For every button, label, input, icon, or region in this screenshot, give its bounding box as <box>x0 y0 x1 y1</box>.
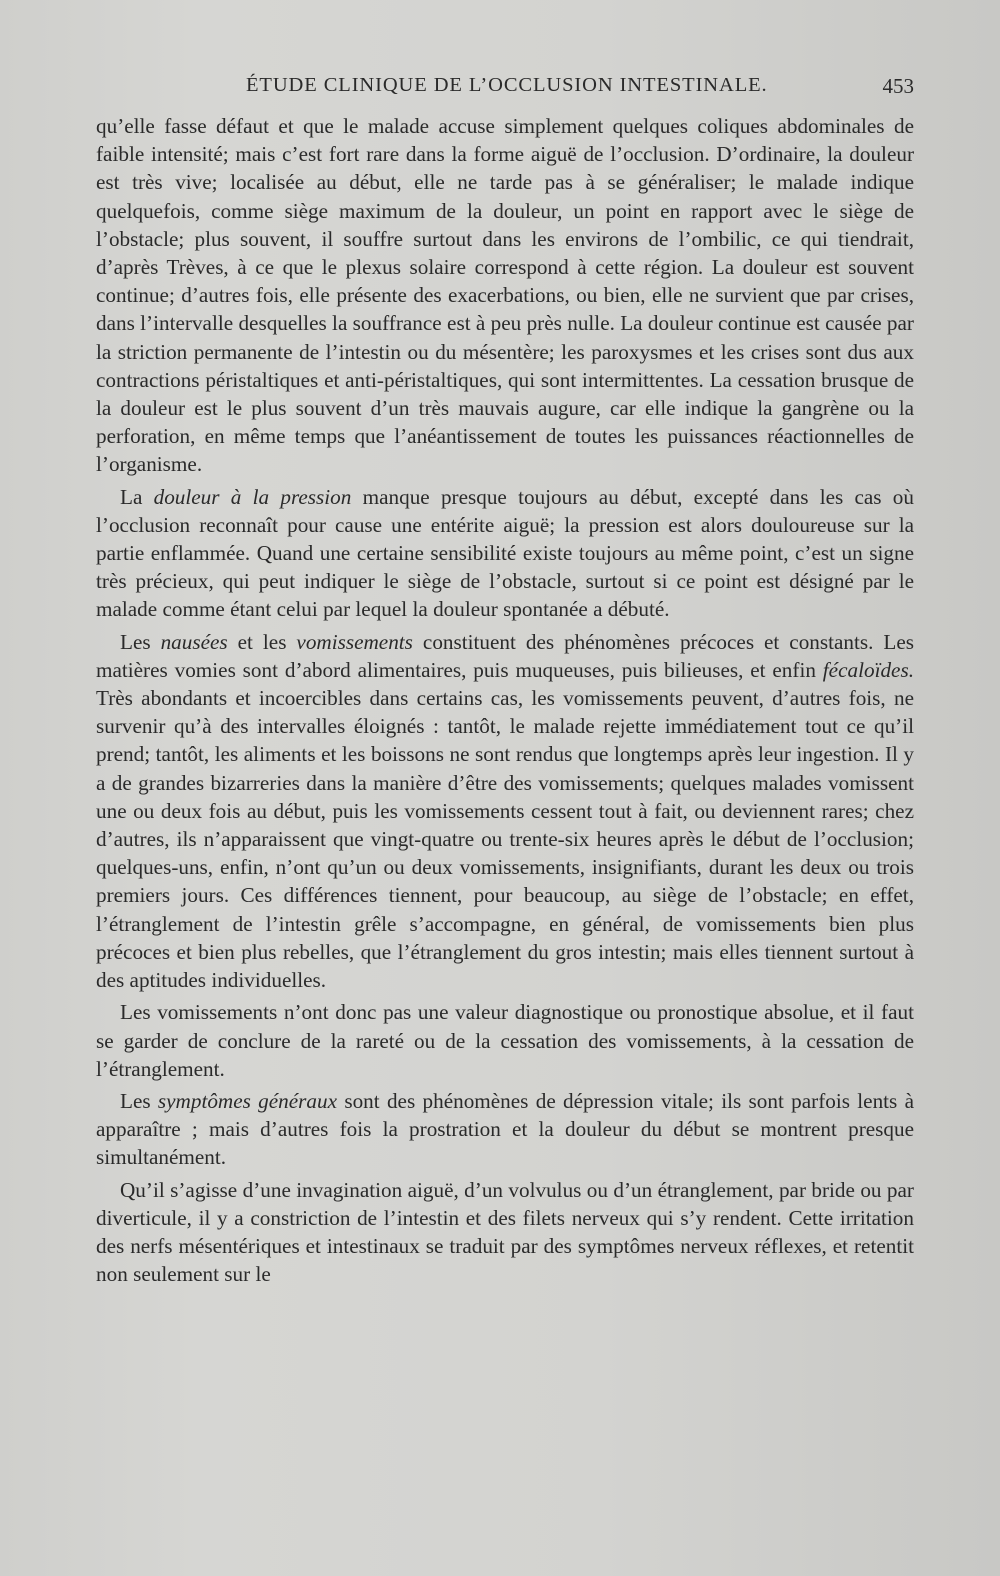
text-run: Très abondants et incoercibles dans certains cas, les vomissements peuvent, d’autres fois, ne survenir qu’à des intervalles éloignés : tantôt, le malade rejette immédiatement tout ce qu’il prend; tantôt, les aliments et les boissons ne sont rendus que longtemps après leur ingestion. Il y a de grandes bizarreries dans la manière d’être des vomissements; quelques malades vomissent une ou deux fois au début, puis les vomissements cessent tout à fait, ou deviennent rares; chez d’autres, ils n’apparaissent que vingt-quatre ou trente-six heures après le début de l’occlusion; quelques-uns, enfin, n’ont qu’un ou deux vomissements, insignifiants, durant les deux ou trois premiers jours. Ces différences tiennent, pour beaucoup, au siège de l’obstacle; en effet, l’étranglement de l’intestin grêle s’accompagne, en général, de vomissements bien plus précoces et bien plus rebelles, que l’étranglement du gros intestin; mais elles tiennent surtout à des aptitudes individuelles. <box>96 686 914 993</box>
text-run: et les <box>227 629 297 654</box>
text-run: Les <box>120 1088 158 1113</box>
paragraph <box>96 112 914 479</box>
page-header <box>96 74 914 100</box>
text-run: sont des phénomènes de dépression vitale; ils sont parfois lents à apparaître ; mais d’autres fois la prostration et la douleur du début se montrent presque simultanément. <box>96 1088 915 1170</box>
paragraph <box>96 483 914 624</box>
paragraph <box>96 1176 914 1289</box>
italic-term: symptômes généraux <box>157 1088 338 1113</box>
text-run: qu’elle fasse défaut et que le malade accuse simplement quelques coliques abdominales de faible intensité; mais c’est fort rare dans la forme aiguë de l’occlusion. D’ordinaire, la douleur est très vive; localisée au début, elle ne tarde pas à se généraliser; le malade indique quelquefois, comme siège maximum de la douleur, un point en rapport avec le siège de l’obstacle; plus souvent, il souffre surtout dans les environs de l’ombilic, ce qui tiendrait, d’après Trèves, à ce que le plexus solaire correspond à cette région. La douleur est souvent continue; d’autres fois, elle présente des exacerbations, ou bien, elle ne survient que par crises, dans l’intervalle desquelles la souffrance est à peu près nulle. La douleur continue est causée par la striction permanente de l’intestin ou du mésentère; les paroxysmes et les crises sont dus aux contractions péristaltiques et anti-péristaltiques, qui sont intermittentes. La cessation brusque de la douleur est le plus souvent d’un très mauvais augure, car elle indique la gangrène ou la perforation, en même temps que l’anéantissement de toutes les puissances réactionnelles de l’organisme. <box>96 114 914 477</box>
text-run: manque presque toujours au début, excepté dans les cas où l’occlusion reconnaît pour cause une entérite aiguë; la pression est alors douloureuse sur la partie enflammée. Quand une certaine sensibilité existe toujours au même point, c’est un signe très précieux, qui peut indiquer le siège de l’obstacle, surtout si ce point est désigné par le malade comme étant celui par lequel la douleur spontanée a débuté. <box>96 484 914 622</box>
text-run: constituent des phénomènes précoces et constants. Les matières vomies sont d’abord alimentaires, puis muqueuses, puis bilieuses, et enfin <box>96 629 915 682</box>
italic-term: douleur à la pression <box>153 484 352 509</box>
italic-term: nausées <box>160 629 228 654</box>
text-run: Les <box>120 629 161 654</box>
text-run: La <box>120 484 154 509</box>
body-text <box>96 112 914 1288</box>
text-run: Les vomissements n’ont donc pas une valeur diagnostique ou pronostique absolue, et il faut se garder de conclure de la rareté ou de la cessation des vomissements, à la cessation de l’étranglement. <box>96 1000 914 1081</box>
paragraph <box>96 628 914 995</box>
page-number: 453 <box>882 74 914 98</box>
running-title: ÉTUDE CLINIQUE DE L’OCCLUSION INTESTINALE. <box>246 74 768 96</box>
italic-term: vomissements <box>296 629 413 654</box>
italic-term: fécaloïdes. <box>822 657 914 682</box>
paragraph <box>96 1087 914 1172</box>
text-run: Qu’il s’agisse d’une invagination aiguë, d’un volvulus ou d’un étranglement, par bride ou par diverticule, il y a constriction de l’intestin et des filets nerveux qui s’y rendent. Cette irritation des nerfs mésentériques et intestinaux se traduit par des symptômes nerveux réflexes, et retentit non seulement sur le <box>96 1177 914 1287</box>
paragraph <box>96 998 914 1083</box>
